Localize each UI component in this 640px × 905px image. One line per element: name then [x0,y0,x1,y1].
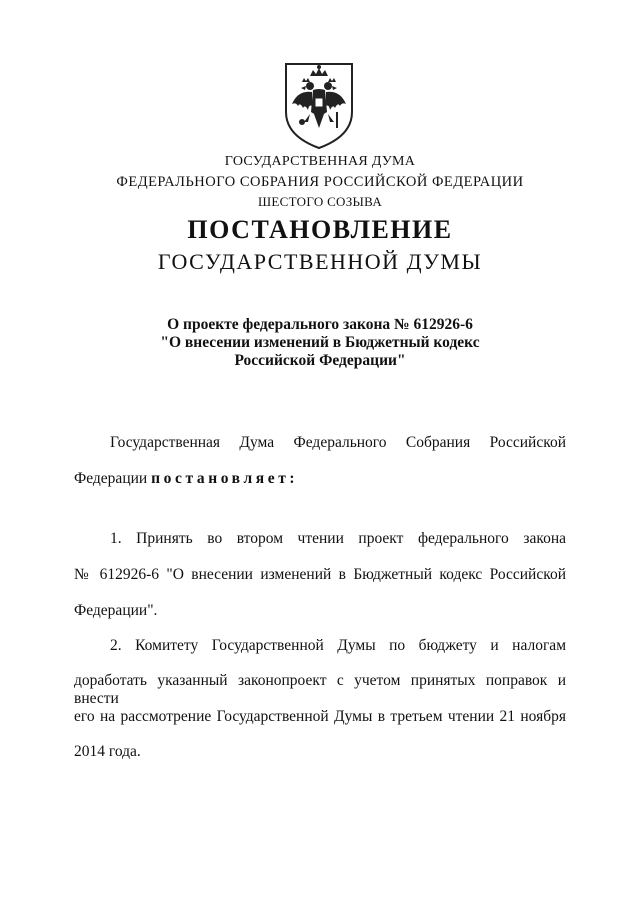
preamble-line-1 [74,434,566,452]
header-line-assembly: ФЕДЕРАЛЬНОГО СОБРАНИЯ РОССИЙСКОЙ ФЕДЕРАЦИИ [116,174,524,190]
subject-line-1: О проекте федерального закона № 612926-6 [167,316,473,333]
item-1-line-3: Федерации". [74,602,158,619]
subject-line-3: Российской Федерации" [234,352,406,369]
document-title: ПОСТАНОВЛЕНИЕ [187,215,453,244]
item-2-line-1: 2. Комитету Государственной Думы по бюджету и налогам [110,637,566,654]
document-subtitle: ГОСУДАРСТВЕННОЙ ДУМЫ [157,249,483,274]
coat-of-arms-emblem-icon [280,60,358,152]
issuer-header [0,152,640,212]
item-1-line-1: 1. Принять во втором чтении проект федерального закона [110,530,566,547]
item-2-line-4: 2014 года. [74,743,141,760]
item-1-line-2: № 612926-6 "О внесении изменений в Бюджетный кодекс Российской [74,566,566,583]
item-2-line-2: доработать указанный законопроект с учетом принятых поправок и внести [74,672,566,707]
preamble-text-2: Федерации [74,470,152,487]
preamble-line-2 [74,470,566,488]
subject-line-2: "О внесении изменений в Бюджетный кодекс [160,334,480,351]
document-subject [0,316,640,370]
item-2-line-3: его на рассмотрение Государственной Думы в третьем чтении 21 ноября [74,708,566,725]
preamble-text-1: Государственная Дума Федерального Собрания Российской [110,434,566,451]
header-line-duma: ГОСУДАРСТВЕННАЯ ДУМА [224,154,416,169]
header-line-convocation: ШЕСТОГО СОЗЫВА [257,194,383,209]
preamble-resolves: постановляет: [151,470,299,487]
